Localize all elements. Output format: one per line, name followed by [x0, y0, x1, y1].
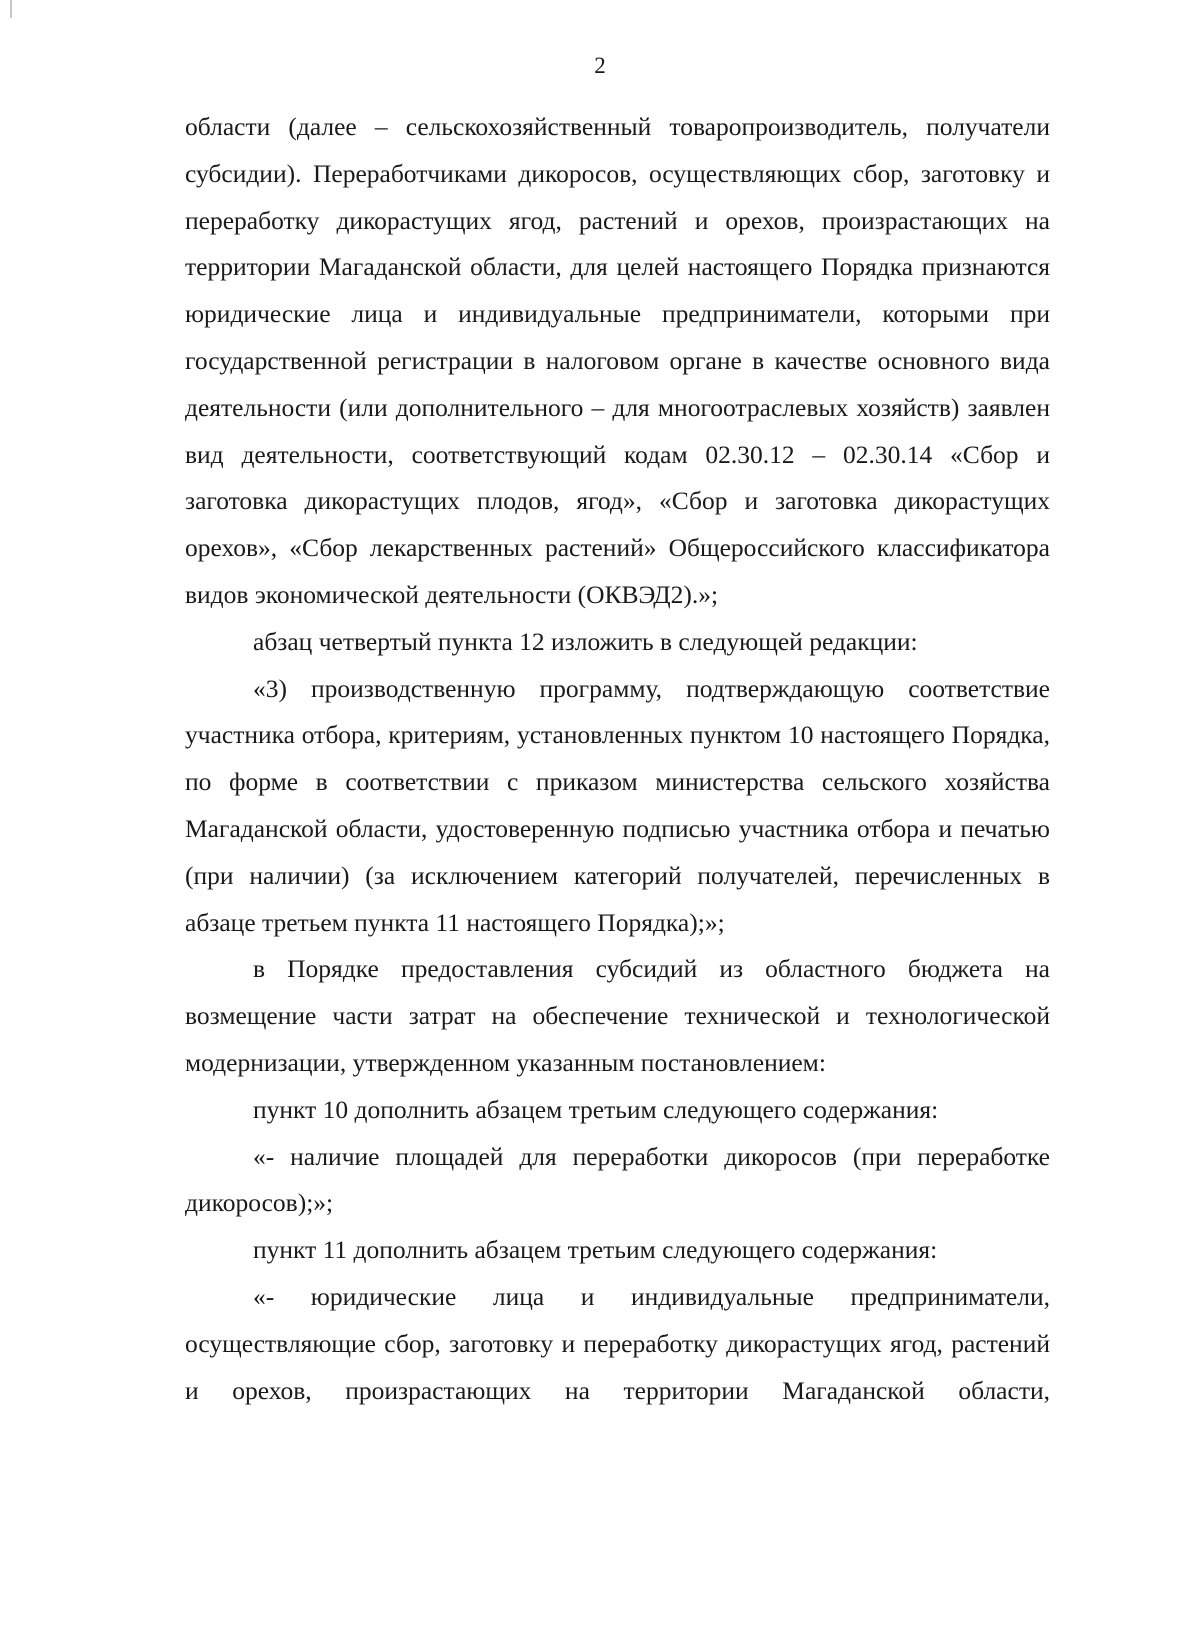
paragraph-processing-areas: «- наличие площадей для переработки дикоросов (при переработке дикоросов);»; — [185, 1141, 1050, 1218]
paragraph-production-program: «3) производственную программу, подтверждающую соответствие участника отбора, критериям, установленных пунктом 10 настоящего Порядка, по форме в соответствии с приказом министерства сельского хозяйства Магаданской области, удостоверенную подписью участника отбора и печатью (при наличии) (за исключением категорий получателей, перечисленных в абзаце третьем пункта 11 настоящего Порядка);»; — [185, 673, 1050, 937]
paragraph-item-10-addition: пункт 10 дополнить абзацем третьим следующего содержания: — [253, 1094, 939, 1124]
scan-edge-mark — [10, 0, 12, 18]
paragraph-amendment-item-12: абзац четвертый пункта 12 изложить в следующей редакции: — [253, 626, 918, 656]
paragraph-legal-entities: «- юридические лица и индивидуальные предприниматели, осуществляющие сбор, заготовку и переработку дикорастущих ягод, растений и орехов, произрастающих на территории Магаданской области, — [185, 1281, 1050, 1405]
page-number: 2 — [594, 53, 606, 78]
paragraph-continuation: области (далее – сельскохозяйственный товаропроизводитель, получатели субсидии). Переработчиками дикоросов, осуществляющих сбор, заготовку и переработку дикорастущих ягод, растений и орехов, произрастающих на территории Магаданской области, для целей настоящего Порядка признаются юридические лица и индивидуальные предприниматели, которыми при государственной регистрации в налоговом органе в качестве основного вида деятельности (или дополнительного – для многоотраслевых хозяйств) заявлен вид деятельности, соответствующий кодам 02.30.12 – 02.30.14 «Сбор и заготовка дикорастущих плодов, ягод», «Сбор и заготовка дикорастущих орехов», «Сбор лекарственных растений» Общероссийского классификатора видов экономической деятельности (ОКВЭД2).»; — [185, 112, 1050, 609]
document-body — [185, 104, 1050, 1414]
paragraph-item-11-addition: пункт 11 дополнить абзацем третьим следующего содержания: — [253, 1235, 938, 1265]
paragraph-modernization-order: в Порядке предоставления субсидий из областного бюджета на возмещение части затрат на обеспечение технической и технологической модернизации, утвержденном указанным постановлением: — [185, 954, 1050, 1077]
